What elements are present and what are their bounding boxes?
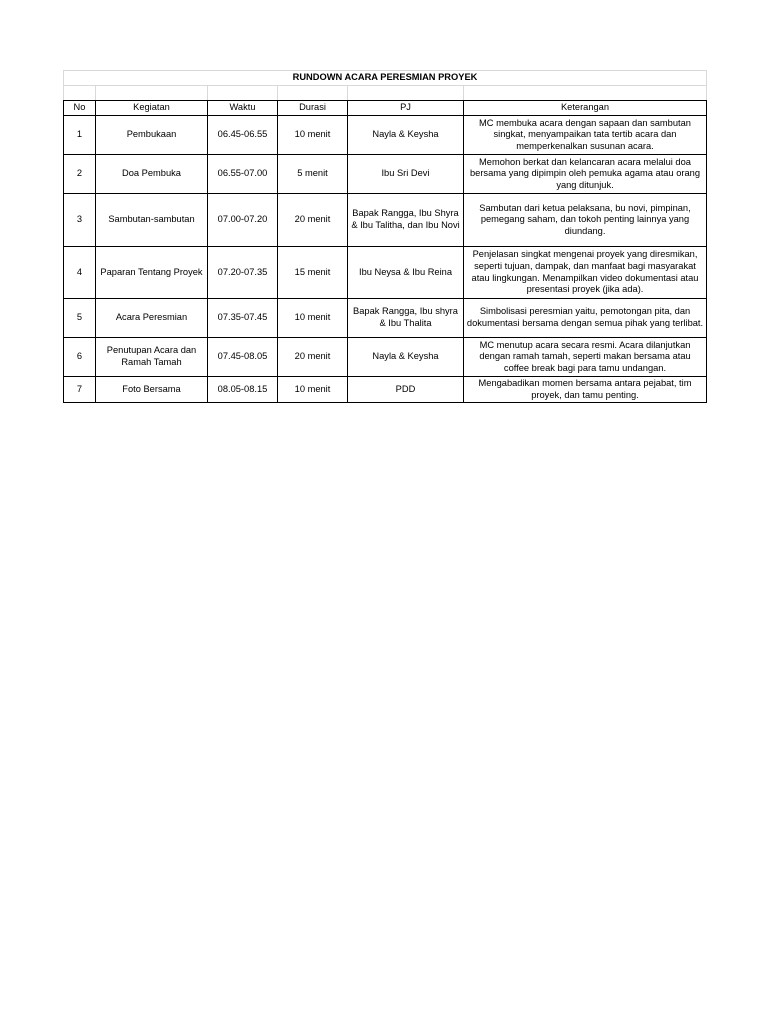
cell-no: 2 — [64, 155, 96, 194]
rundown-table — [63, 70, 707, 403]
table-title: RUNDOWN ACARA PERESMIAN PROYEK — [64, 71, 707, 86]
cell-keterangan: Memohon berkat dan kelancaran acara melalui doa bersama yang dipimpin oleh pemuka agama atau orang yang ditunjuk. — [464, 155, 707, 194]
cell-kegiatan: Acara Peresmian — [96, 299, 208, 338]
cell-keterangan: Mengabadikan momen bersama antara pejabat, tim proyek, dan tamu penting. — [464, 377, 707, 403]
header-no: No — [64, 101, 96, 116]
table-row — [64, 299, 707, 338]
table-row — [64, 194, 707, 247]
blank-cell — [96, 86, 208, 101]
cell-kegiatan: Doa Pembuka — [96, 155, 208, 194]
table-row — [64, 155, 707, 194]
blank-cell — [278, 86, 348, 101]
cell-waktu: 06.45-06.55 — [208, 116, 278, 155]
cell-no: 3 — [64, 194, 96, 247]
cell-kegiatan: Sambutan-sambutan — [96, 194, 208, 247]
cell-pj: Nayla & Keysha — [348, 116, 464, 155]
cell-pj: Nayla & Keysha — [348, 338, 464, 377]
cell-keterangan: MC membuka acara dengan sapaan dan sambutan singkat, menyampaikan tata tertib acara dan memperkenalkan susunan acara. — [464, 116, 707, 155]
cell-no: 1 — [64, 116, 96, 155]
table-row — [64, 116, 707, 155]
cell-waktu: 07.35-07.45 — [208, 299, 278, 338]
cell-keterangan: MC menutup acara secara resmi. Acara dilanjutkan dengan ramah tamah, seperti makan bersama atau coffee break bagi para tamu undangan. — [464, 338, 707, 377]
cell-pj: Bapak Rangga, Ibu shyra & Ibu Thalita — [348, 299, 464, 338]
cell-keterangan: Simbolisasi peresmian yaitu, pemotongan pita, dan dokumentasi bersama dengan semua pihak yang terlibat. — [464, 299, 707, 338]
blank-cell — [208, 86, 278, 101]
rundown-table-body — [64, 71, 707, 403]
cell-waktu: 08.05-08.15 — [208, 377, 278, 403]
cell-kegiatan: Penutupan Acara dan Ramah Tamah — [96, 338, 208, 377]
cell-pj: PDD — [348, 377, 464, 403]
cell-waktu: 06.55-07.00 — [208, 155, 278, 194]
cell-durasi: 10 menit — [278, 116, 348, 155]
blank-row — [64, 86, 707, 101]
cell-waktu: 07.45-08.05 — [208, 338, 278, 377]
header-pj: PJ — [348, 101, 464, 116]
cell-no: 4 — [64, 247, 96, 299]
cell-keterangan: Penjelasan singkat mengenai proyek yang diresmikan, seperti tujuan, dampak, dan manfaat bagi masyarakat atau lingkungan. Menampilkan video dokumentasi atau presentasi proyek (jika ada). — [464, 247, 707, 299]
cell-kegiatan: Pembukaan — [96, 116, 208, 155]
blank-cell — [64, 86, 96, 101]
cell-pj: Ibu Sri Devi — [348, 155, 464, 194]
cell-no: 5 — [64, 299, 96, 338]
cell-waktu: 07.00-07.20 — [208, 194, 278, 247]
table-row — [64, 377, 707, 403]
cell-durasi: 15 menit — [278, 247, 348, 299]
header-kegiatan: Kegiatan — [96, 101, 208, 116]
rundown-sheet — [63, 70, 706, 403]
cell-durasi: 10 menit — [278, 377, 348, 403]
cell-durasi: 20 menit — [278, 338, 348, 377]
cell-no: 6 — [64, 338, 96, 377]
cell-durasi: 20 menit — [278, 194, 348, 247]
header-keterangan: Keterangan — [464, 101, 707, 116]
title-row — [64, 71, 707, 86]
header-row — [64, 101, 707, 116]
blank-cell — [348, 86, 464, 101]
cell-no: 7 — [64, 377, 96, 403]
cell-kegiatan: Paparan Tentang Proyek — [96, 247, 208, 299]
header-durasi: Durasi — [278, 101, 348, 116]
cell-kegiatan: Foto Bersama — [96, 377, 208, 403]
blank-cell — [464, 86, 707, 101]
cell-waktu: 07.20-07.35 — [208, 247, 278, 299]
cell-pj: Bapak Rangga, Ibu Shyra & Ibu Talitha, dan Ibu Novi — [348, 194, 464, 247]
table-row — [64, 247, 707, 299]
cell-pj: Ibu Neysa & Ibu Reina — [348, 247, 464, 299]
cell-durasi: 10 menit — [278, 299, 348, 338]
cell-durasi: 5 menit — [278, 155, 348, 194]
cell-keterangan: Sambutan dari ketua pelaksana, bu novi, pimpinan, pemegang saham, dan tokoh penting lainnya yang diundang. — [464, 194, 707, 247]
table-row — [64, 338, 707, 377]
header-waktu: Waktu — [208, 101, 278, 116]
